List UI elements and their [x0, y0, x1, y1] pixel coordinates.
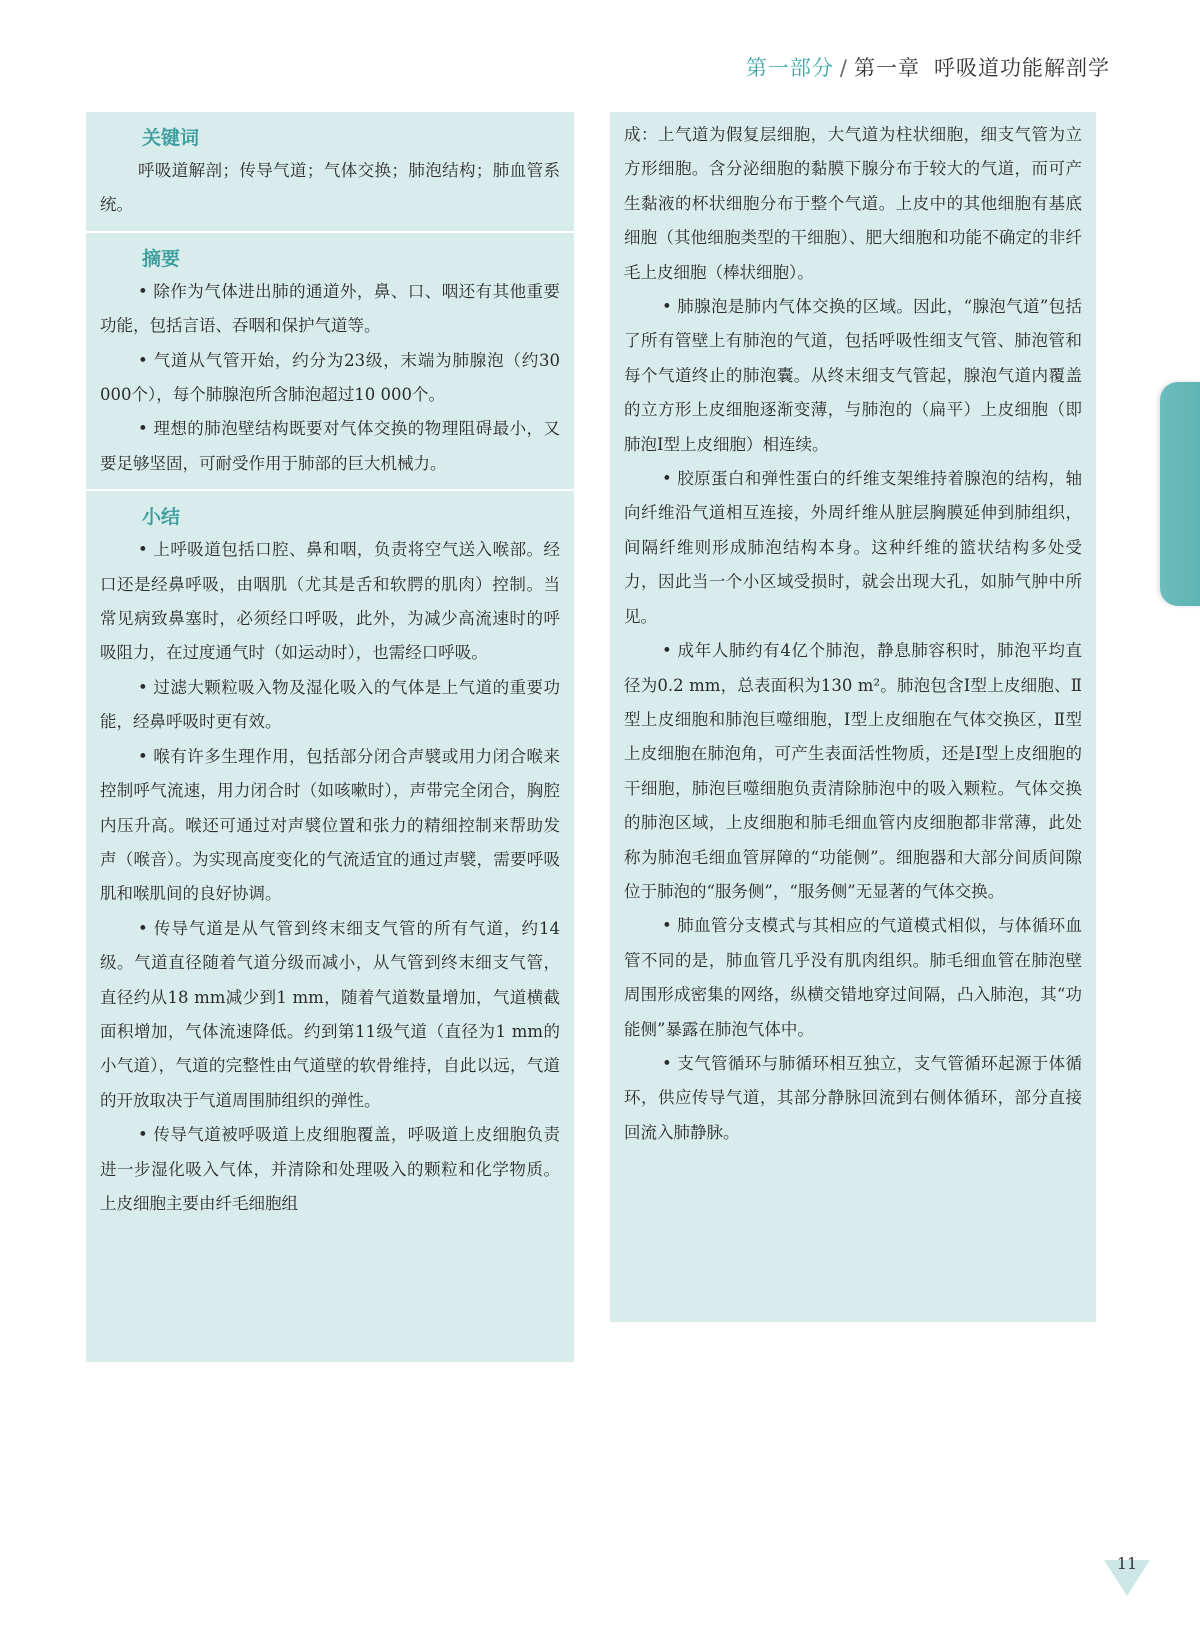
- summary-paragraph: • 成年人肺约有4亿个肺泡，静息肺容积时，肺泡平均直径为0.2 mm，总表面积为130 m²。肺泡包含Ⅰ型上皮细胞、Ⅱ型上皮细胞和肺泡巨噬细胞，Ⅰ型上皮细胞在气体交换区，Ⅱ型上皮细胞在肺泡角，可产生表面活性物质，还是Ⅰ型上皮细胞的干细胞，肺泡巨噬细胞负责清除肺泡中的吸入颗粒。气体交换的肺泡区域，上皮细胞和肺毛细血管内皮细胞都非常薄，此处称为肺泡毛细血管屏障的“功能侧”。细胞器和大部分间质间隙位于肺泡的“服务侧”，“服务侧”无显著的气体交换。: [624, 641, 1082, 901]
- right-column: [610, 112, 1096, 1322]
- summary-paragraph: • 传导气道是从气管到终末细支气管的所有气道，约14级。气道直径随着气道分级而减小，从气管到终末细支气管，直径约从18 mm减少到1 mm，随着气道数量增加，气道横截面积增加，气体流速降低。约到第11级气道（直径为1 mm的小气道），气道的完整性由气道壁的软骨维持，自此以远，气道的开放取决于气道周围肺组织的弹性。: [100, 918, 560, 1110]
- keywords-title: 关键词: [142, 127, 200, 149]
- header-part: 第一部分: [745, 56, 834, 80]
- keywords-section: [86, 112, 574, 231]
- page-number: 11: [1116, 1554, 1138, 1573]
- chapter-side-tab: [1160, 382, 1200, 606]
- summary-title: 小结: [142, 506, 181, 529]
- summary-continued-section: [610, 112, 1096, 1158]
- summary-paragraph: • 支气管循环与肺循环相互独立，支气管循环起源于体循环，供应传导气道，其部分静脉回流到右侧体循环，部分直接回流入肺静脉。: [624, 1053, 1082, 1142]
- summary-paragraph: • 胶原蛋白和弹性蛋白的纤维支架维持着腺泡的结构，轴向纤维沿气道相互连接，外周纤维从脏层胸膜延伸到肺组织，间隔纤维则形成肺泡结构本身。这种纤维的篮状结构多处受力，因此当一个小区域受损时，就会出现大孔，如肺气肿中所见。: [624, 469, 1082, 626]
- summary-paragraph: • 传导气道被呼吸道上皮细胞覆盖，呼吸道上皮细胞负责进一步湿化吸入气体，并清除和处理吸入的颗粒和化学物质。上皮细胞主要由纤毛细胞组: [100, 1125, 560, 1213]
- summary-section: [86, 489, 574, 1229]
- running-header: [746, 52, 1110, 82]
- abstract-paragraph: • 除作为气体进出肺的通道外，鼻、口、咽还有其他重要功能，包括言语、吞咽和保护气道等。: [100, 281, 560, 336]
- left-column: [86, 112, 574, 1362]
- abstract-paragraph: • 气道从气管开始，约分为23级，末端为肺腺泡（约30 000个），每个肺腺泡所含肺泡超过10 000个。: [100, 350, 560, 405]
- summary-paragraph: • 肺腺泡是肺内气体交换的区域。因此，“腺泡气道”包括了所有管壁上有肺泡的气道，包括呼吸性细支气管、肺泡管和每个气道终止的肺泡囊。从终末细支气管起，腺泡气道内覆盖的立方形上皮细胞逐渐变薄，与肺泡的（扁平）上皮细胞（即肺泡Ⅰ型上皮细胞）相连续。: [624, 297, 1082, 454]
- header-separator: /: [839, 56, 848, 80]
- summary-paragraph: • 上呼吸道包括口腔、鼻和咽，负责将空气送入喉部。经口还是经鼻呼吸，由咽肌（尤其是舌和软腭的肌肉）控制。当常见病致鼻塞时，必须经口呼吸，此外，为减少高流速时的呼吸阻力，在过度通气时（如运动时），也需经口呼吸。: [100, 540, 560, 663]
- header-chapter: 第一章: [854, 56, 920, 80]
- summary-paragraph: • 喉有许多生理作用，包括部分闭合声襞或用力闭合喉来控制呼气流速，用力闭合时（如咳嗽时），声带完全闭合，胸腔内压升高。喉还可通过对声襞位置和张力的精细控制来帮助发声（喉音）。为实现高度变化的气流适宜的通过声襞，需要呼吸肌和喉肌间的良好协调。: [100, 746, 560, 904]
- summary-paragraph: • 过滤大颗粒吸入物及湿化吸入的气体是上气道的重要功能，经鼻呼吸时更有效。: [100, 677, 560, 732]
- header-title: 呼吸道功能解剖学: [934, 56, 1110, 80]
- keywords-text: 呼吸道解剖；传导气道；气体交换；肺泡结构；肺血管系统。: [100, 161, 560, 215]
- summary-paragraph-continued: 成：上气道为假复层细胞，大气道为柱状细胞，细支气管为立方形细胞。含分泌细胞的黏膜下腺分布于较大的气道，而可产生黏液的杯状细胞分布于整个气道。上皮中的其他细胞有基底细胞（其他细胞类型的干细胞）、肥大细胞和功能不确定的非纤毛上皮细胞（棒状细胞）。: [624, 125, 1082, 282]
- abstract-section: [86, 231, 574, 489]
- abstract-paragraph: • 理想的肺泡壁结构既要对气体交换的物理阻碍最小，又要足够坚固，可耐受作用于肺部的巨大机械力。: [100, 419, 560, 473]
- abstract-title: 摘要: [142, 247, 181, 270]
- summary-paragraph: • 肺血管分支模式与其相应的气道模式相似，与体循环血管不同的是，肺血管几乎没有肌肉组织。肺毛细血管在肺泡壁周围形成密集的网络，纵横交错地穿过间隔，凸入肺泡，其“功能侧”暴露在肺泡气体中。: [624, 916, 1082, 1039]
